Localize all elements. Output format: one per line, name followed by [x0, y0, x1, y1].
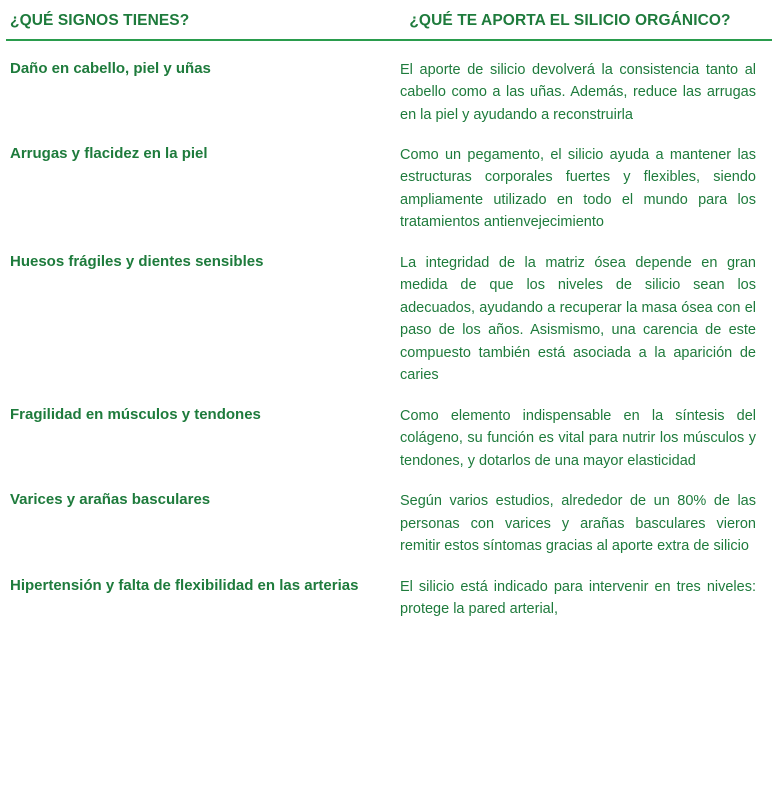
table-header-row [0, 0, 778, 31]
benefit-cell: El aporte de silicio devolverá la consistencia tanto al cabello como a las uñas. Además, reduce las arrugas en la piel y ayudando a reconstruirla [400, 61, 756, 123]
table-row [8, 234, 770, 387]
sign-cell: Arrugas y flacidez en la piel [10, 145, 208, 162]
sign-cell: Huesos frágiles y dientes sensibles [10, 252, 264, 270]
benefits-table [0, 41, 778, 621]
column-header-signs: ¿QUÉ SIGNOS TIENES? [10, 12, 190, 29]
table-row [8, 126, 770, 234]
benefit-cell: El silicio está indicado para intervenir en tres niveles: protege la pared arterial, [400, 578, 756, 617]
table-row [8, 387, 770, 472]
table-row [8, 472, 770, 557]
benefit-cell: Como elemento indispensable en la síntesis del colágeno, su función es vital para nutrir los músculos y tendones, y dotarlos de una mayor elasticidad [400, 407, 756, 469]
sign-cell: Hipertensión y falta de flexibilidad en las arterias [10, 576, 359, 594]
benefit-cell: La integridad de la matriz ósea depende en gran medida de que los niveles de silicio sean los adecuados, ayudando a recuperar la masa ósea con el paso de los años. Asismismo, una carencia de este compuesto también está asociada a la aparición de caries [400, 254, 756, 384]
sign-cell: Fragilidad en músculos y tendones [10, 405, 261, 423]
benefit-cell: Según varios estudios, alrededor de un 80% de las personas con varices y arañas basculares vieron remitir estos síntomas gracias al aporte extra de silicio [400, 493, 756, 555]
benefit-cell: Como un pegamento, el silicio ayuda a mantener las estructuras corporales fuertes y flexibles, siendo ampliamente utilizado en todo el mundo para los tratamientos antienvejecimiento [400, 147, 756, 231]
column-header-benefits: ¿QUÉ TE APORTA EL SILICIO ORGÁNICO? [409, 12, 731, 29]
sign-cell: Daño en cabello, piel y uñas [10, 59, 211, 77]
sign-cell: Varices y arañas basculares [10, 491, 211, 509]
table-row [8, 41, 770, 126]
table-row [8, 558, 770, 621]
